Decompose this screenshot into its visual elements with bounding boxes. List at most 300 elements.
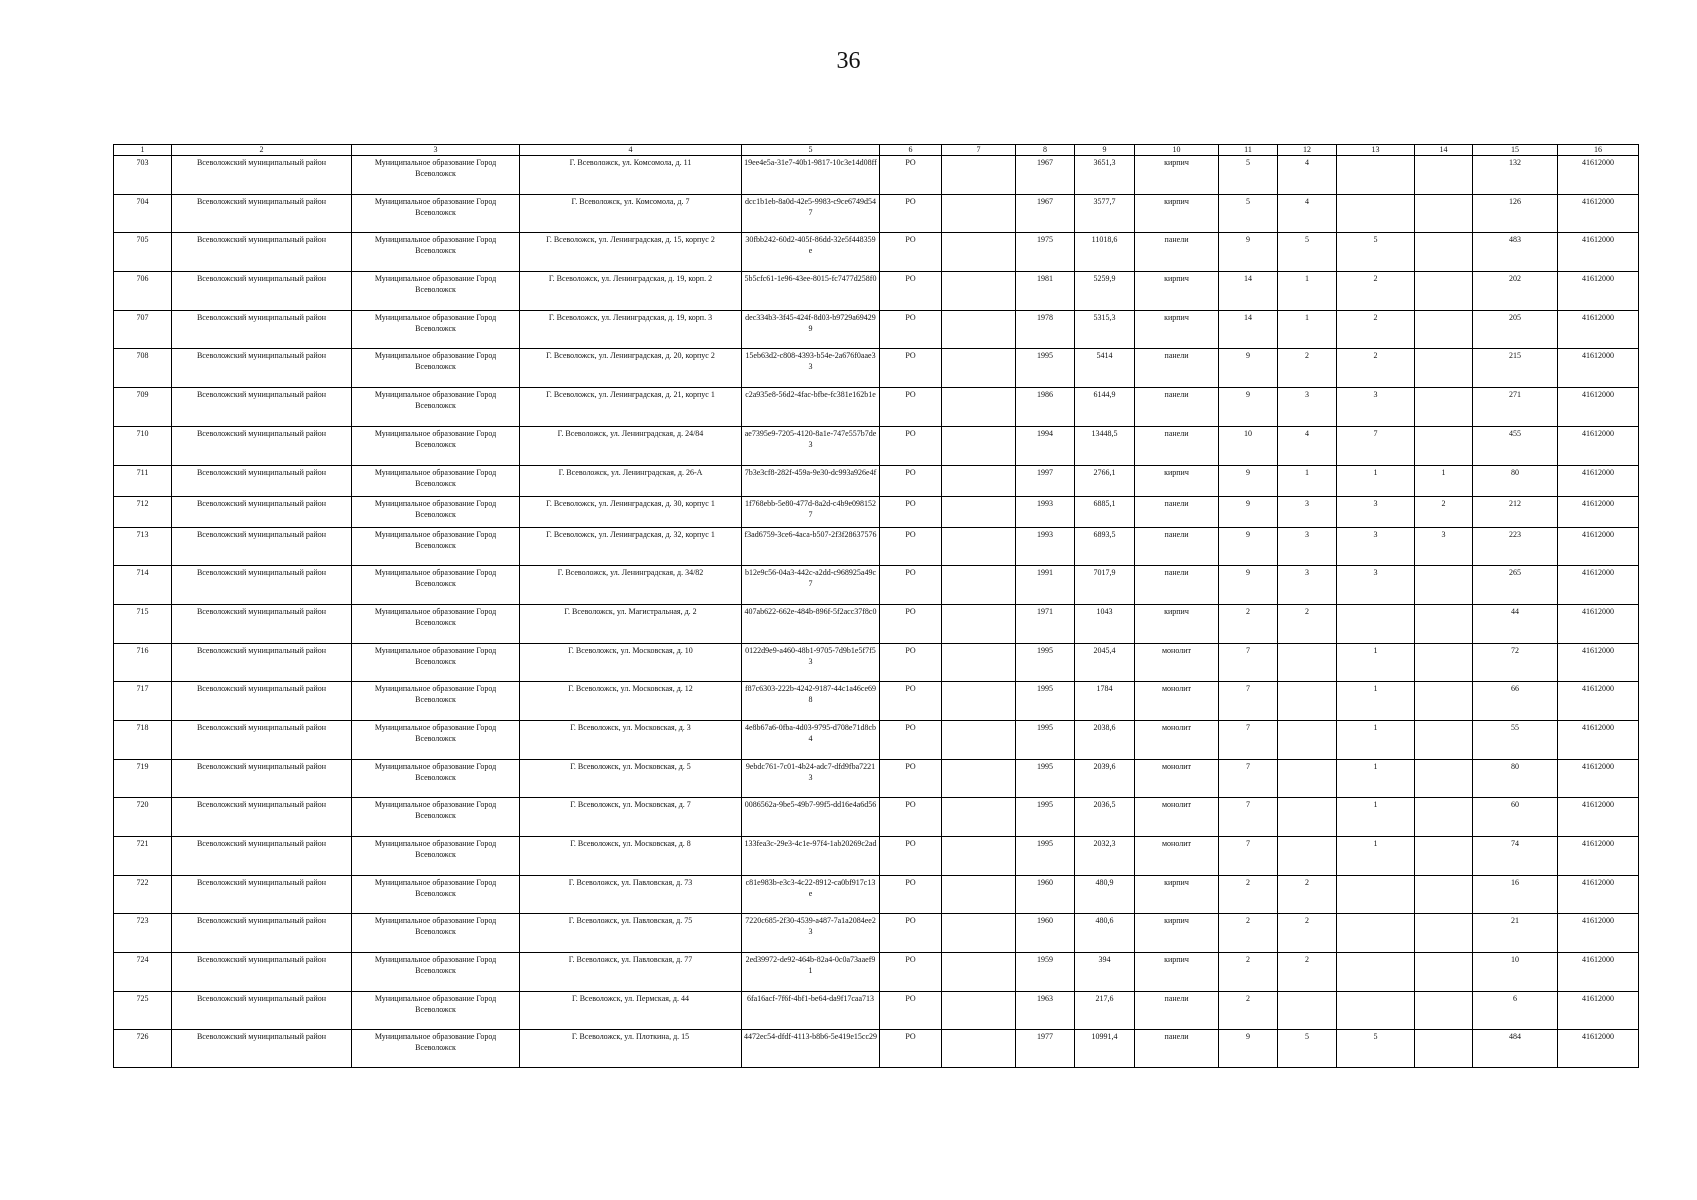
table-cell: 719: [114, 759, 172, 798]
table-cell: Г. Всеволожск, ул. Ленинградская, д. 21, корпус 1: [520, 388, 742, 427]
table-cell: РО: [880, 233, 942, 272]
table-cell: 1995: [1016, 643, 1075, 682]
table-cell: Всеволожский муниципальный район: [172, 682, 352, 721]
table-cell: Всеволожский муниципальный район: [172, 388, 352, 427]
table-cell: панели: [1135, 349, 1219, 388]
table-cell: 720: [114, 798, 172, 837]
table-cell: 710: [114, 426, 172, 465]
table-cell: 6144,9: [1075, 388, 1135, 427]
table-cell: Г. Всеволожск, ул. Ленинградская, д. 34/82: [520, 566, 742, 605]
table-cell: 14: [1219, 272, 1278, 311]
table-cell: 1960: [1016, 914, 1075, 953]
table-row: [114, 914, 1639, 953]
table-cell: 10: [1219, 426, 1278, 465]
table-cell: 41612000: [1558, 194, 1639, 233]
table-cell: 4e8b67a6-0fba-4d03-9795-d708e71d8cb4: [742, 720, 880, 759]
table-cell: [1278, 720, 1337, 759]
table-cell: 133fea3c-29e3-4c1e-97f4-1ab20269c2ad: [742, 837, 880, 876]
table-cell: 41612000: [1558, 233, 1639, 272]
table-cell: Г. Всеволожск, ул. Московская, д. 8: [520, 837, 742, 876]
table-cell: [1337, 953, 1415, 992]
table-cell: [942, 233, 1016, 272]
table-cell: 3: [1278, 388, 1337, 427]
table-cell: [1415, 310, 1473, 349]
table-cell: b12e9c56-04a3-442c-a2dd-c968925a49c7: [742, 566, 880, 605]
table-cell: 1784: [1075, 682, 1135, 721]
table-cell: [942, 349, 1016, 388]
table-cell: 60: [1473, 798, 1558, 837]
table-cell: 1995: [1016, 682, 1075, 721]
page-number: 36: [836, 48, 861, 74]
table-cell: 712: [114, 496, 172, 527]
table-cell: [942, 991, 1016, 1030]
table-cell: 2036,5: [1075, 798, 1135, 837]
table-cell: [942, 953, 1016, 992]
table-cell: 1994: [1016, 426, 1075, 465]
table-cell: ae7395e9-7205-4120-8a1e-747e557b7de3: [742, 426, 880, 465]
table-cell: Муниципальное образование Город Всеволожск: [352, 527, 520, 566]
table-cell: 1959: [1016, 953, 1075, 992]
table-cell: Муниципальное образование Город Всеволожск: [352, 604, 520, 643]
table-cell: 9: [1219, 388, 1278, 427]
table-cell: Г. Всеволожск, ул. Ленинградская, д. 19, корп. 3: [520, 310, 742, 349]
table-cell: 2045,4: [1075, 643, 1135, 682]
table-cell: 2: [1219, 604, 1278, 643]
header-row: [114, 145, 1639, 156]
table-cell: 1986: [1016, 388, 1075, 427]
table-cell: 5b5cfc61-1e96-43ee-8015-fc7477d258f0: [742, 272, 880, 311]
column-header: 1: [114, 145, 172, 156]
table-cell: f87c6303-222b-4242-9187-44c1a46ce698: [742, 682, 880, 721]
table-cell: [1415, 914, 1473, 953]
table-cell: Муниципальное образование Город Всеволожск: [352, 388, 520, 427]
table-cell: Г. Всеволожск, ул. Ленинградская, д. 24/84: [520, 426, 742, 465]
table-cell: Муниципальное образование Город Всеволожск: [352, 426, 520, 465]
table-row: [114, 566, 1639, 605]
table-cell: [942, 643, 1016, 682]
column-header: 15: [1473, 145, 1558, 156]
table-cell: 41612000: [1558, 953, 1639, 992]
table-cell: 5259,9: [1075, 272, 1135, 311]
table-cell: dec334b3-3f45-424f-8d03-b9729a694299: [742, 310, 880, 349]
table-cell: [1415, 349, 1473, 388]
table-cell: РО: [880, 991, 942, 1030]
table-cell: Муниципальное образование Город Всеволожск: [352, 759, 520, 798]
table-cell: Г. Всеволожск, ул. Комсомола, д. 7: [520, 194, 742, 233]
column-header: 14: [1415, 145, 1473, 156]
table-cell: 7220c685-2f30-4539-a487-7a1a2084ee23: [742, 914, 880, 953]
table-cell: 9: [1219, 349, 1278, 388]
table-cell: РО: [880, 496, 942, 527]
table-cell: 705: [114, 233, 172, 272]
table-cell: 407ab622-662e-484b-896f-5f2acc37f8c0: [742, 604, 880, 643]
table-cell: 711: [114, 465, 172, 496]
table-cell: 1971: [1016, 604, 1075, 643]
table-cell: [942, 194, 1016, 233]
table-row: [114, 837, 1639, 876]
table-cell: Всеволожский муниципальный район: [172, 272, 352, 311]
table-cell: Муниципальное образование Город Всеволожск: [352, 233, 520, 272]
table-cell: 707: [114, 310, 172, 349]
column-header: 10: [1135, 145, 1219, 156]
table-row: [114, 388, 1639, 427]
table-cell: 1995: [1016, 837, 1075, 876]
table-cell: 271: [1473, 388, 1558, 427]
table-cell: кирпич: [1135, 310, 1219, 349]
table-cell: 4: [1278, 426, 1337, 465]
table-cell: Г. Всеволожск, ул. Московская, д. 7: [520, 798, 742, 837]
table-cell: 1: [1337, 465, 1415, 496]
table-cell: 1977: [1016, 1030, 1075, 1068]
table-row: [114, 682, 1639, 721]
table-cell: 2038,6: [1075, 720, 1135, 759]
table-cell: [1415, 233, 1473, 272]
table-cell: 1: [1337, 682, 1415, 721]
table-cell: [942, 156, 1016, 195]
table-cell: 41612000: [1558, 566, 1639, 605]
table-cell: 5: [1337, 1030, 1415, 1068]
table-cell: 41612000: [1558, 156, 1639, 195]
table-row: [114, 233, 1639, 272]
table-cell: 2: [1219, 914, 1278, 953]
column-header: 4: [520, 145, 742, 156]
table-cell: 726: [114, 1030, 172, 1068]
table-cell: Г. Всеволожск, ул. Павловская, д. 75: [520, 914, 742, 953]
table-cell: 2: [1337, 272, 1415, 311]
table-cell: 41612000: [1558, 875, 1639, 914]
table-cell: Г. Всеволожск, ул. Ленинградская, д. 26-А: [520, 465, 742, 496]
table-cell: [1415, 426, 1473, 465]
table-cell: 1f768ebb-5e80-477d-8a2d-c4b9e0981527: [742, 496, 880, 527]
table-cell: 6893,5: [1075, 527, 1135, 566]
column-header: 2: [172, 145, 352, 156]
table-cell: 1: [1337, 643, 1415, 682]
table-cell: РО: [880, 643, 942, 682]
table-cell: [942, 426, 1016, 465]
table-cell: 55: [1473, 720, 1558, 759]
table-cell: 716: [114, 643, 172, 682]
table-cell: кирпич: [1135, 953, 1219, 992]
table-cell: Муниципальное образование Город Всеволожск: [352, 465, 520, 496]
table-cell: 19ee4e5a-31e7-40b1-9817-10c3e14d08ff: [742, 156, 880, 195]
column-header: 12: [1278, 145, 1337, 156]
table-cell: 7: [1219, 837, 1278, 876]
column-header: 11: [1219, 145, 1278, 156]
table-row: [114, 310, 1639, 349]
table-cell: 41612000: [1558, 991, 1639, 1030]
table-row: [114, 759, 1639, 798]
table-cell: 722: [114, 875, 172, 914]
table-cell: 2: [1415, 496, 1473, 527]
table-cell: РО: [880, 682, 942, 721]
table-cell: dcc1b1eb-8a0d-42e5-9983-c9ce6749d547: [742, 194, 880, 233]
table-cell: 41612000: [1558, 496, 1639, 527]
table-cell: [1415, 156, 1473, 195]
table-cell: 66: [1473, 682, 1558, 721]
table-cell: панели: [1135, 566, 1219, 605]
table-cell: [1337, 156, 1415, 195]
column-header: 5: [742, 145, 880, 156]
table-cell: РО: [880, 1030, 942, 1068]
table-cell: 725: [114, 991, 172, 1030]
table-cell: Всеволожский муниципальный район: [172, 310, 352, 349]
table-cell: 41612000: [1558, 426, 1639, 465]
table-cell: 2766,1: [1075, 465, 1135, 496]
table-cell: кирпич: [1135, 272, 1219, 311]
table-cell: 80: [1473, 759, 1558, 798]
table-cell: Г. Всеволожск, ул. Пермская, д. 44: [520, 991, 742, 1030]
table-cell: 2: [1337, 349, 1415, 388]
table-cell: c81e983b-e3c3-4c22-8912-ca0bf917c13e: [742, 875, 880, 914]
table-cell: 41612000: [1558, 682, 1639, 721]
table-cell: 7: [1219, 643, 1278, 682]
table-cell: 1: [1278, 272, 1337, 311]
table-cell: РО: [880, 953, 942, 992]
table-header: [114, 145, 1639, 156]
table-cell: 41612000: [1558, 272, 1639, 311]
table-body: [114, 156, 1639, 1068]
table-row: [114, 465, 1639, 496]
table-cell: РО: [880, 388, 942, 427]
table-cell: Всеволожский муниципальный район: [172, 604, 352, 643]
table-cell: РО: [880, 310, 942, 349]
table-cell: 10991,4: [1075, 1030, 1135, 1068]
table-cell: РО: [880, 272, 942, 311]
table-row: [114, 349, 1639, 388]
table-cell: [942, 1030, 1016, 1068]
table-cell: 74: [1473, 837, 1558, 876]
table-cell: [1415, 720, 1473, 759]
table-cell: [1415, 798, 1473, 837]
column-header: 13: [1337, 145, 1415, 156]
table-cell: 7: [1219, 798, 1278, 837]
table-cell: 1043: [1075, 604, 1135, 643]
table-cell: 21: [1473, 914, 1558, 953]
table-cell: 1967: [1016, 156, 1075, 195]
table-cell: Г. Всеволожск, ул. Московская, д. 3: [520, 720, 742, 759]
table-cell: Всеволожский муниципальный район: [172, 991, 352, 1030]
table-cell: 9: [1219, 527, 1278, 566]
table-cell: Муниципальное образование Город Всеволожск: [352, 496, 520, 527]
table-cell: 2: [1278, 604, 1337, 643]
table-cell: [942, 914, 1016, 953]
table-cell: монолит: [1135, 682, 1219, 721]
table-cell: 1: [1278, 465, 1337, 496]
table-cell: 202: [1473, 272, 1558, 311]
table-cell: [942, 388, 1016, 427]
column-header: 8: [1016, 145, 1075, 156]
housing-registry-table: [113, 144, 1639, 1068]
table-cell: 7017,9: [1075, 566, 1135, 605]
table-cell: 41612000: [1558, 310, 1639, 349]
table-cell: 6885,1: [1075, 496, 1135, 527]
table-cell: 2: [1219, 875, 1278, 914]
table-cell: Г. Всеволожск, ул. Ленинградская, д. 20, корпус 2: [520, 349, 742, 388]
table-cell: 9: [1219, 233, 1278, 272]
table-cell: 2: [1219, 953, 1278, 992]
table-cell: Г. Всеволожск, ул. Ленинградская, д. 32, корпус 1: [520, 527, 742, 566]
table-cell: 41612000: [1558, 643, 1639, 682]
table-cell: 41612000: [1558, 759, 1639, 798]
table-cell: кирпич: [1135, 604, 1219, 643]
table-cell: Всеволожский муниципальный район: [172, 643, 352, 682]
table-cell: Муниципальное образование Город Всеволожск: [352, 1030, 520, 1068]
table-cell: 7: [1219, 682, 1278, 721]
table-row: [114, 604, 1639, 643]
table-cell: Всеволожский муниципальный район: [172, 496, 352, 527]
table-cell: 41612000: [1558, 837, 1639, 876]
table-cell: панели: [1135, 527, 1219, 566]
table-cell: [942, 798, 1016, 837]
table-cell: 1: [1337, 798, 1415, 837]
table-cell: 5: [1278, 1030, 1337, 1068]
table-cell: 5: [1219, 194, 1278, 233]
table-cell: [1415, 953, 1473, 992]
table-cell: 41612000: [1558, 349, 1639, 388]
table-cell: 6: [1473, 991, 1558, 1030]
table-cell: 41612000: [1558, 465, 1639, 496]
table-cell: РО: [880, 914, 942, 953]
table-cell: 723: [114, 914, 172, 953]
table-cell: 2: [1278, 349, 1337, 388]
table-cell: 1993: [1016, 527, 1075, 566]
table-cell: Всеволожский муниципальный район: [172, 349, 352, 388]
table-row: [114, 875, 1639, 914]
table-row: [114, 798, 1639, 837]
table-cell: 41612000: [1558, 604, 1639, 643]
table-cell: Всеволожский муниципальный район: [172, 426, 352, 465]
table-cell: РО: [880, 465, 942, 496]
table-cell: [1278, 759, 1337, 798]
table-cell: 14: [1219, 310, 1278, 349]
table-cell: Муниципальное образование Город Всеволожск: [352, 194, 520, 233]
table-cell: 44: [1473, 604, 1558, 643]
table-cell: 3: [1337, 496, 1415, 527]
table-cell: [942, 496, 1016, 527]
table-cell: 1995: [1016, 349, 1075, 388]
table-row: [114, 156, 1639, 195]
table-cell: Муниципальное образование Город Всеволожск: [352, 875, 520, 914]
table-cell: РО: [880, 759, 942, 798]
table-cell: [1278, 837, 1337, 876]
table-row: [114, 720, 1639, 759]
table-cell: 1975: [1016, 233, 1075, 272]
table-cell: 1978: [1016, 310, 1075, 349]
table-cell: 3: [1337, 527, 1415, 566]
table-cell: [1278, 682, 1337, 721]
table-cell: 2: [1278, 875, 1337, 914]
table-cell: 41612000: [1558, 914, 1639, 953]
table-cell: [942, 759, 1016, 798]
table-cell: 7: [1337, 426, 1415, 465]
table-cell: 7: [1219, 759, 1278, 798]
table-cell: Г. Всеволожск, ул. Ленинградская, д. 15, корпус 2: [520, 233, 742, 272]
table-cell: 80: [1473, 465, 1558, 496]
table-cell: Муниципальное образование Город Всеволожск: [352, 310, 520, 349]
table-cell: Муниципальное образование Город Всеволожск: [352, 643, 520, 682]
table-cell: Всеволожский муниципальный район: [172, 1030, 352, 1068]
table-cell: 717: [114, 682, 172, 721]
table-cell: РО: [880, 566, 942, 605]
table-cell: кирпич: [1135, 156, 1219, 195]
table-cell: Всеволожский муниципальный район: [172, 953, 352, 992]
table-cell: f3ad6759-3ce6-4aca-b507-2f3f28637576: [742, 527, 880, 566]
table-cell: панели: [1135, 1030, 1219, 1068]
table-cell: 126: [1473, 194, 1558, 233]
table-cell: 1963: [1016, 991, 1075, 1030]
table-cell: Г. Всеволожск, ул. Павловская, д. 73: [520, 875, 742, 914]
table-cell: монолит: [1135, 643, 1219, 682]
table-cell: 5: [1219, 156, 1278, 195]
table-cell: 706: [114, 272, 172, 311]
table-cell: Всеволожский муниципальный район: [172, 798, 352, 837]
table-cell: Муниципальное образование Город Всеволожск: [352, 566, 520, 605]
table-cell: панели: [1135, 496, 1219, 527]
table-cell: [1415, 875, 1473, 914]
table-cell: [942, 527, 1016, 566]
table-cell: 480,6: [1075, 914, 1135, 953]
table-cell: 1997: [1016, 465, 1075, 496]
table-cell: кирпич: [1135, 875, 1219, 914]
table-cell: 1: [1415, 465, 1473, 496]
table-cell: [1337, 875, 1415, 914]
table-row: [114, 527, 1639, 566]
table-cell: РО: [880, 156, 942, 195]
table-cell: [1278, 798, 1337, 837]
table-cell: 11018,6: [1075, 233, 1135, 272]
table-cell: 1991: [1016, 566, 1075, 605]
table-cell: [1415, 566, 1473, 605]
table-cell: 714: [114, 566, 172, 605]
table-cell: [942, 875, 1016, 914]
table-cell: 2: [1278, 953, 1337, 992]
table-cell: 205: [1473, 310, 1558, 349]
table-cell: 1993: [1016, 496, 1075, 527]
table-cell: 704: [114, 194, 172, 233]
table-cell: Всеволожский муниципальный район: [172, 527, 352, 566]
column-header: 3: [352, 145, 520, 156]
table-cell: 30fbb242-60d2-405f-86dd-32e5f448359e: [742, 233, 880, 272]
table-cell: 9: [1219, 465, 1278, 496]
table-cell: кирпич: [1135, 194, 1219, 233]
table-cell: РО: [880, 798, 942, 837]
table-cell: панели: [1135, 233, 1219, 272]
column-header: 7: [942, 145, 1016, 156]
table-cell: 480,9: [1075, 875, 1135, 914]
table-cell: 5414: [1075, 349, 1135, 388]
table-row: [114, 194, 1639, 233]
table-cell: [1415, 682, 1473, 721]
table-cell: Всеволожский муниципальный район: [172, 720, 352, 759]
table-cell: Муниципальное образование Город Всеволожск: [352, 798, 520, 837]
table-cell: 3: [1337, 388, 1415, 427]
table-cell: кирпич: [1135, 914, 1219, 953]
table-cell: Муниципальное образование Город Всеволожск: [352, 156, 520, 195]
table-cell: РО: [880, 194, 942, 233]
table-cell: 3: [1337, 566, 1415, 605]
table-cell: 7b3e3cf8-282f-459a-9e30-dc993a926e4f: [742, 465, 880, 496]
table-cell: Г. Всеволожск, ул. Московская, д. 5: [520, 759, 742, 798]
table-cell: 41612000: [1558, 388, 1639, 427]
table-cell: Всеволожский муниципальный район: [172, 233, 352, 272]
table-cell: кирпич: [1135, 465, 1219, 496]
table-cell: 2: [1337, 310, 1415, 349]
table-cell: 2032,3: [1075, 837, 1135, 876]
table-cell: 7: [1219, 720, 1278, 759]
table-cell: РО: [880, 604, 942, 643]
table-cell: 394: [1075, 953, 1135, 992]
table-cell: 9ebdc761-7c01-4b24-adc7-dfd9fba72213: [742, 759, 880, 798]
